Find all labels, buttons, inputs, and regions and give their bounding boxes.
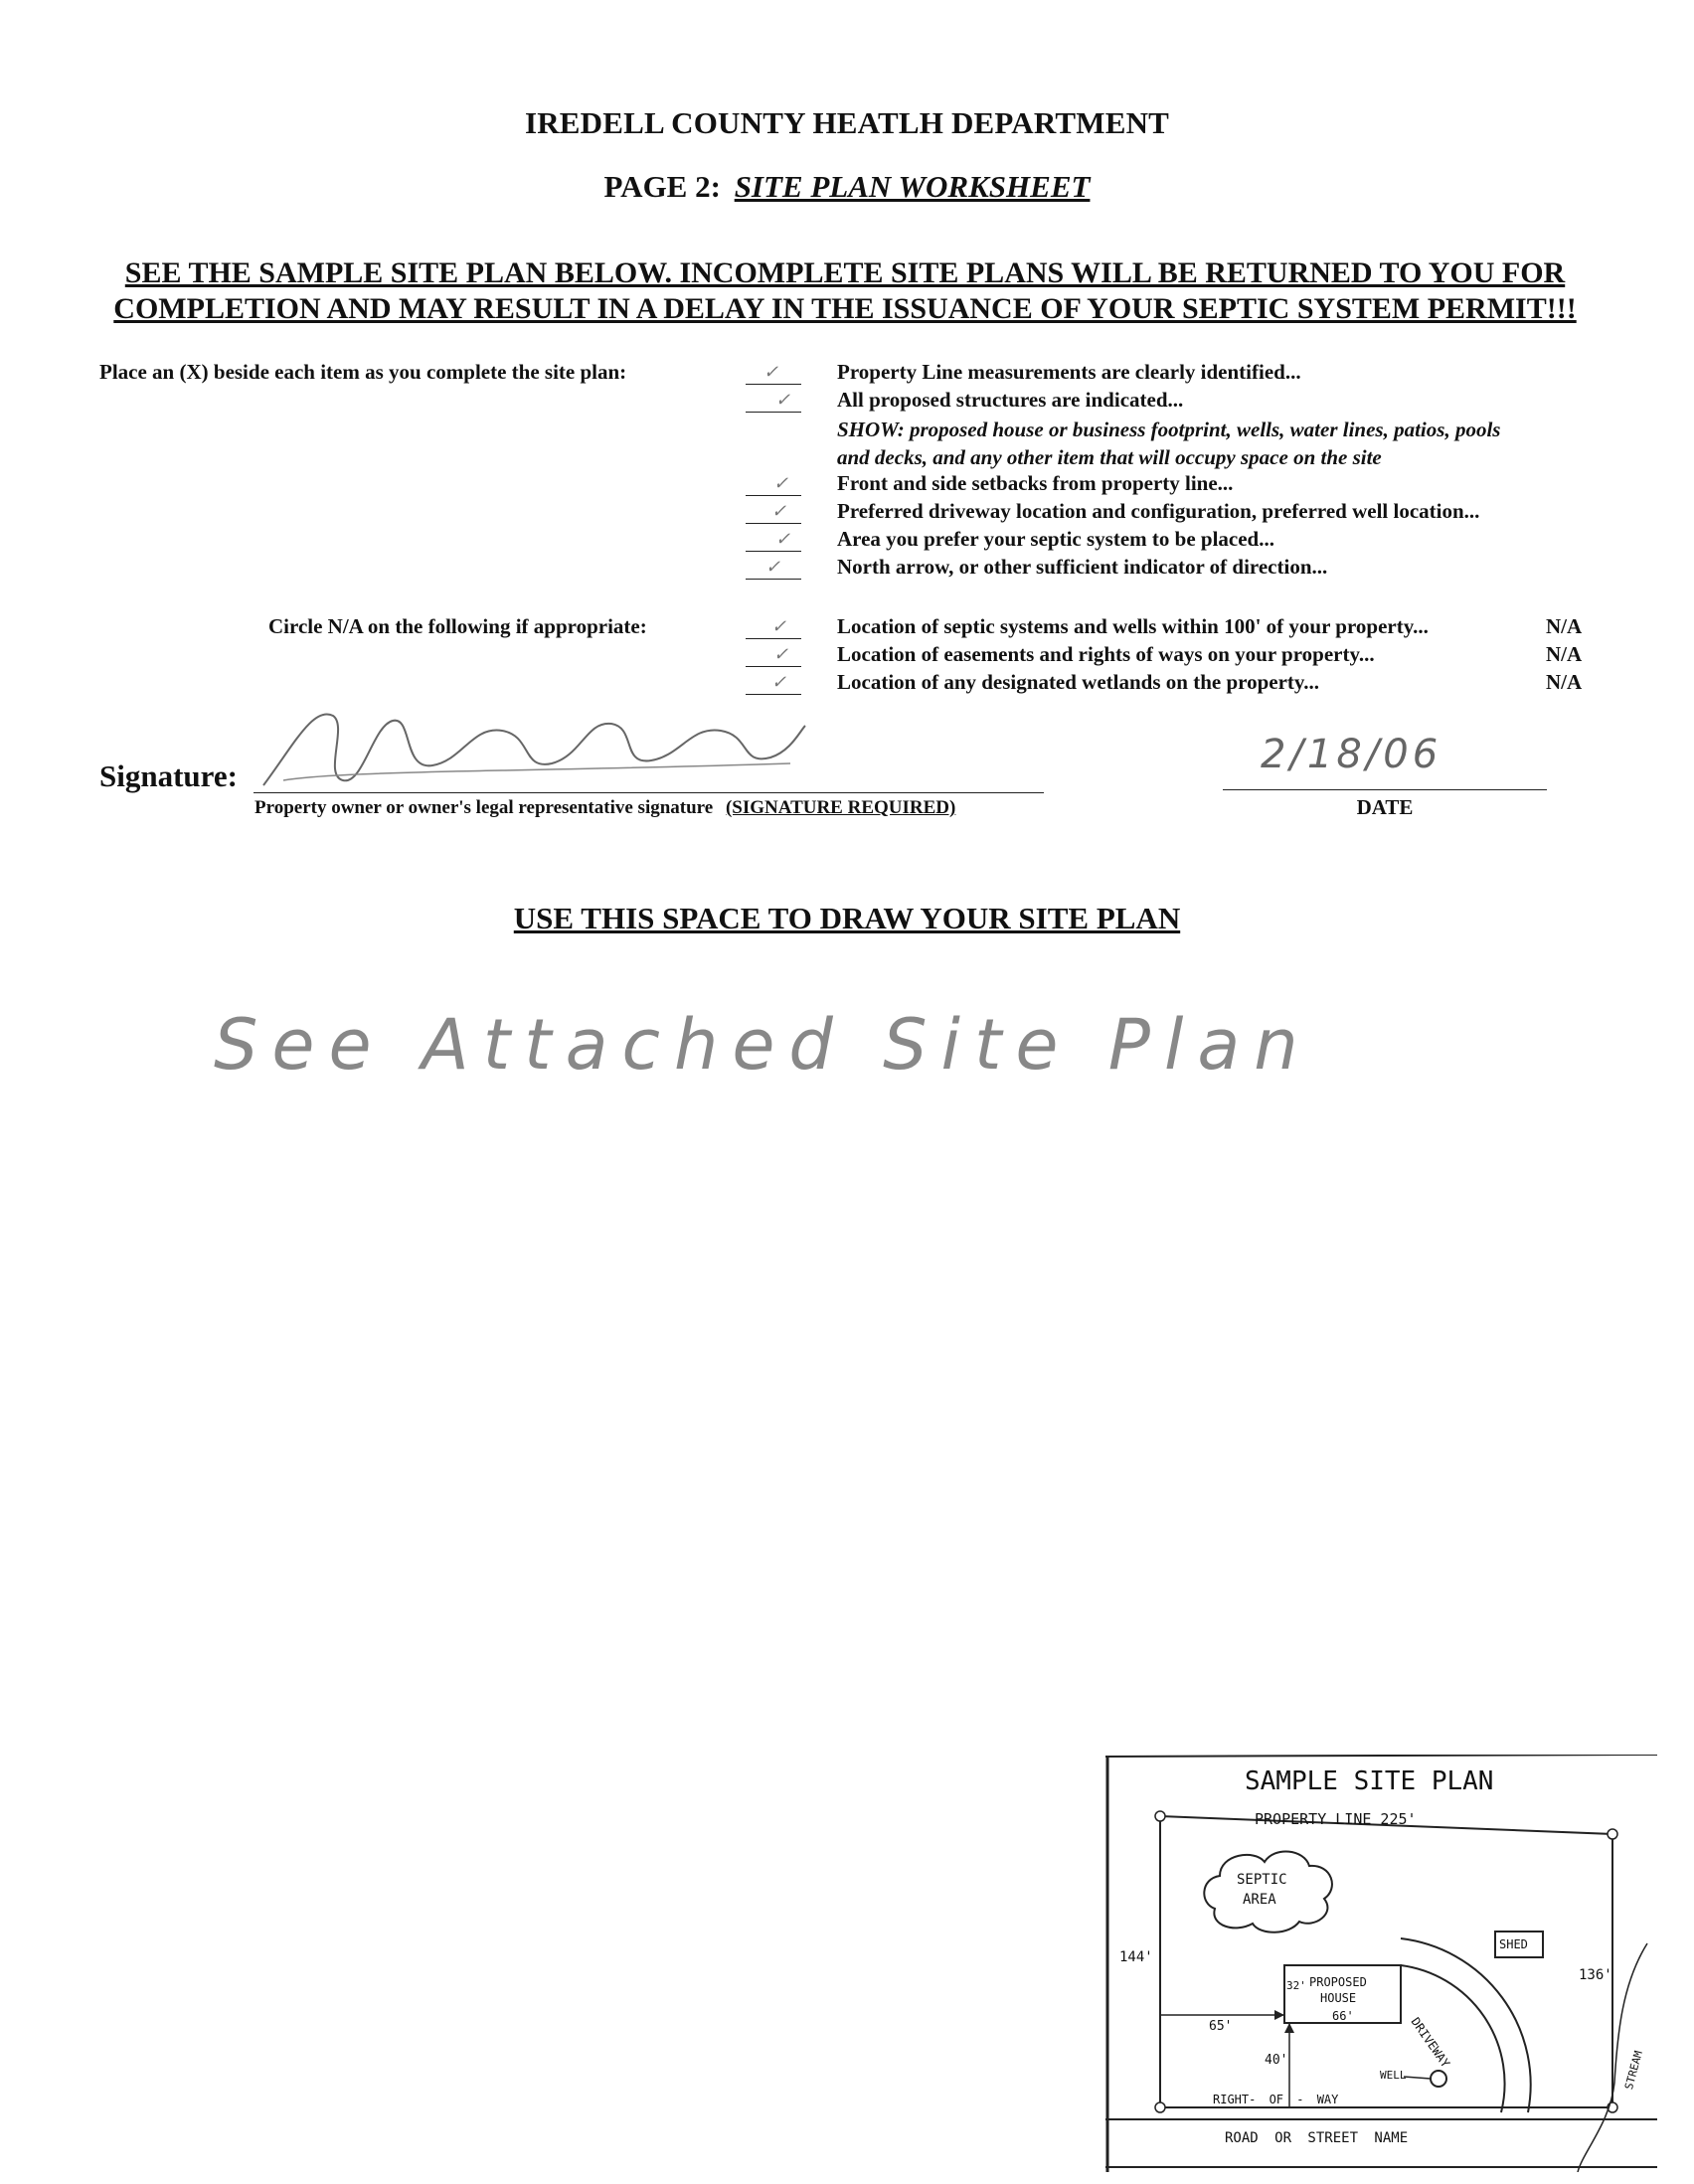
checklist-item-2: All proposed structures are indicated...: [837, 388, 1184, 412]
page-subtitle: [0, 169, 1694, 205]
signature-caption: [254, 797, 955, 819]
na-item-1: Location of septic systems and wells within 100' of your property...: [837, 614, 1429, 638]
warning-line-2: COMPLETION AND MAY RESULT IN A DELAY IN THE ISSUANCE OF YOUR SEPTIC SYSTEM PERMIT!!!: [113, 292, 1577, 325]
sample-right-side: 136': [1579, 1967, 1612, 1983]
signature-required: (SIGNATURE REQUIRED): [725, 797, 956, 818]
sample-side-setback: 65': [1209, 2019, 1233, 2034]
sample-house-label-2: HOUSE: [1320, 1991, 1357, 2005]
sample-house-depth: 32': [1286, 1979, 1306, 1992]
warning-notice: [99, 255, 1591, 327]
show-line-1: proposed house or business footprint, wells, water lines, patios, pools: [904, 418, 1501, 441]
checkmark-icon: ✓: [775, 390, 791, 410]
sample-driveway: DRIVEWAY: [1408, 2015, 1453, 2071]
sample-house-label-1: PROPOSED: [1309, 1975, 1367, 1989]
checkmark-icon: ✓: [773, 473, 789, 493]
na-option-1[interactable]: N/A: [1546, 614, 1583, 638]
sample-shed: SHED: [1499, 1937, 1528, 1951]
date-handwritten: 2/18/06: [1261, 732, 1442, 777]
check-blank-2[interactable]: [746, 412, 801, 413]
date-line[interactable]: [1223, 789, 1547, 790]
show-line-2: and decks, and any other item that will occupy space on the site: [837, 445, 1382, 469]
check-blank-6[interactable]: [746, 579, 801, 580]
checkmark-icon: ✓: [763, 362, 779, 382]
check-blank-1[interactable]: [746, 384, 801, 385]
handwritten-signature: [254, 686, 810, 795]
handwritten-note: See Attached Site Plan: [214, 1004, 1312, 1086]
signature-line[interactable]: [254, 792, 1044, 793]
na-option-2[interactable]: N/A: [1546, 642, 1583, 666]
checklist-instruction: Place an (X) beside each item as you complete the site plan:: [99, 360, 627, 384]
page-label: PAGE 2:: [603, 169, 721, 204]
check-blank-4[interactable]: [746, 523, 801, 524]
checkmark-icon: ✓: [771, 672, 787, 692]
checkmark-icon: ✓: [771, 616, 787, 636]
sample-property-line: PROPERTY LINE 225': [1255, 1810, 1417, 1828]
na-item-3: Location of any designated wetlands on the property...: [837, 670, 1319, 694]
checkmark-icon: ✓: [773, 644, 789, 664]
signature-label: Signature:: [99, 758, 238, 793]
check-blank-3[interactable]: [746, 495, 801, 496]
checklist-item-4: Preferred driveway location and configuration, preferred well location...: [837, 499, 1480, 523]
show-label: SHOW:: [837, 418, 905, 441]
sample-septic-label-2: AREA: [1243, 1892, 1276, 1908]
sample-right-of-way: RIGHT- OF - WAY: [1213, 2093, 1339, 2106]
signature-caption-text: Property owner or owner's legal representative signature: [254, 797, 714, 818]
department-title: IREDELL COUNTY HEATLH DEPARTMENT: [524, 105, 1170, 140]
checkmark-icon: ✓: [771, 501, 787, 521]
sample-road: ROAD OR STREET NAME: [1225, 2130, 1409, 2146]
na-option-3[interactable]: N/A: [1546, 670, 1583, 694]
sample-front-setback: 40': [1265, 2053, 1288, 2068]
page-title: SITE PLAN WORKSHEET: [734, 169, 1091, 204]
na-item-2: Location of easements and rights of ways on your property...: [837, 642, 1375, 666]
na-blank-1[interactable]: [746, 638, 801, 639]
show-note: [837, 416, 1632, 471]
sample-septic-label-1: SEPTIC: [1237, 1872, 1287, 1888]
date-label: DATE: [1356, 795, 1414, 819]
sample-left-side: 144': [1119, 1949, 1153, 1965]
checkmark-icon: ✓: [765, 557, 781, 577]
checklist-item-1: Property Line measurements are clearly identified...: [837, 360, 1301, 384]
checkmark-icon: ✓: [775, 529, 791, 549]
sample-stream: STREAM: [1622, 2049, 1645, 2092]
draw-area-heading: USE THIS SPACE TO DRAW YOUR SITE PLAN: [513, 901, 1181, 935]
sample-house-width: 66': [1332, 2009, 1354, 2023]
checklist-item-3: Front and side setbacks from property line...: [837, 471, 1234, 495]
checklist-item-6: North arrow, or other sufficient indicator of direction...: [837, 555, 1328, 579]
sample-site-plan: [1105, 1755, 1657, 2172]
sample-well: WELL: [1380, 2069, 1407, 2082]
checklist-item-5: Area you prefer your septic system to be placed...: [837, 527, 1274, 551]
check-blank-5[interactable]: [746, 551, 801, 552]
warning-line-1: SEE THE SAMPLE SITE PLAN BELOW. INCOMPLETE SITE PLANS WILL BE RETURNED TO YOU FOR: [124, 256, 1566, 289]
na-instruction: Circle N/A on the following if appropriate:: [268, 614, 647, 638]
na-blank-2[interactable]: [746, 666, 801, 667]
sample-plan-title: SAMPLE SITE PLAN: [1245, 1766, 1494, 1796]
